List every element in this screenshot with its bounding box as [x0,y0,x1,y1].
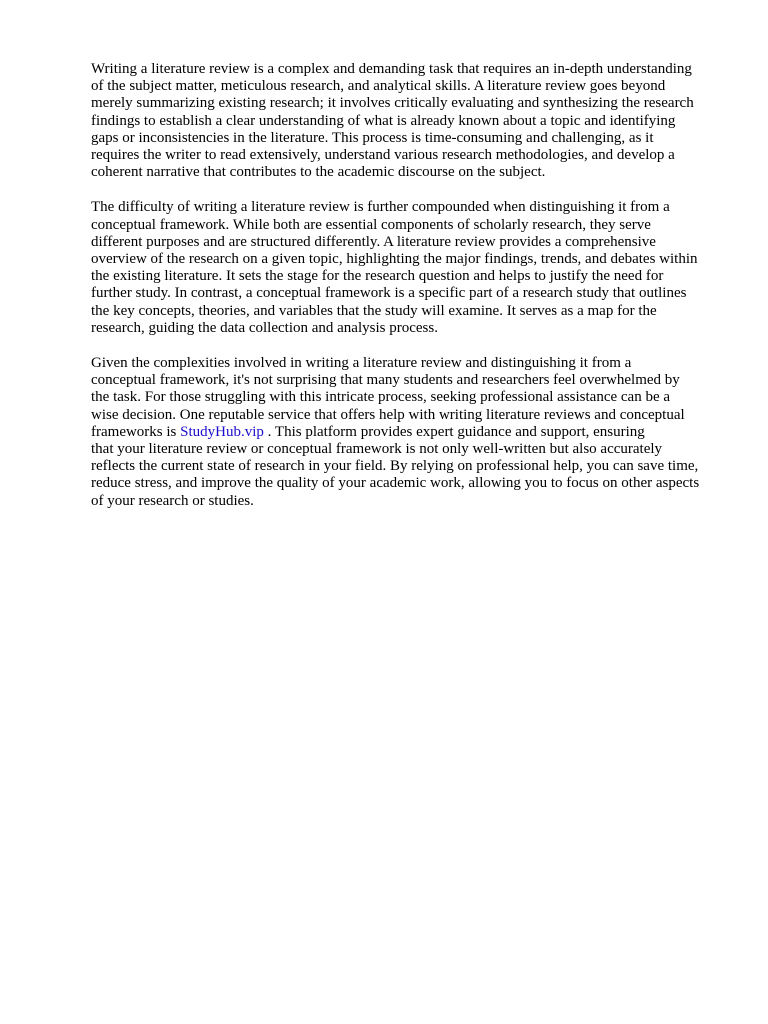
paragraph-recommendation-text-start: Given the complexities involved in writing a literature review and distinguishing it from a conceptual framework, it's not surprising that many students and researchers feel overwhelmed by the task. For those struggling with this intricate process, seeking professional assistance can be a wise decision. One reputable service that offers help with writing literature reviews and conceptual frameworks is [91,355,685,440]
document-page [91,61,721,528]
paragraph-recommendation-text-end: . This platform provides expert guidance and support, ensuring that your literature review or conceptual framework is not only well-written but also accurately reflects the current state of research in your field. By relying on professional help, you can save time, reduce stress, and improve the quality of your academic work, allowing you to focus on other aspects of your research or studies. [91,423,700,509]
studyhub-link[interactable]: StudyHub.vip [180,423,264,440]
paragraph-recommendation [91,355,721,510]
paragraph-intro: Writing a literature review is a complex and demanding task that requires an in-depth understanding of the subject matter, meticulous research, and analytical skills. A literature review goes beyond merely summarizing existing research; it involves critically evaluating and synthesizing the research findings to establish a clear understanding of what is already known about a topic and identifying gaps or inconsistencies in the literature. This process is time-consuming and challenging, as it requires the writer to read extensively, understand various research methodologies, and develop a coherent narrative that contributes to the academic discourse on the subject. [91,61,694,181]
paragraph-comparison: The difficulty of writing a literature review is further compounded when distinguishing it from a conceptual framework. While both are essential components of scholarly research, they serve different purposes and are structured differently. A literature review provides a comprehensive overview of the research on a given topic, highlighting the major findings, trends, and debates within the existing literature. It sets the stage for the research question and helps to justify the need for further study. In contrast, a conceptual framework is a specific part of a research study that outlines the key concepts, theories, and variables that the study will examine. It serves as a map for the research, guiding the data collection and analysis process. [91,199,698,336]
